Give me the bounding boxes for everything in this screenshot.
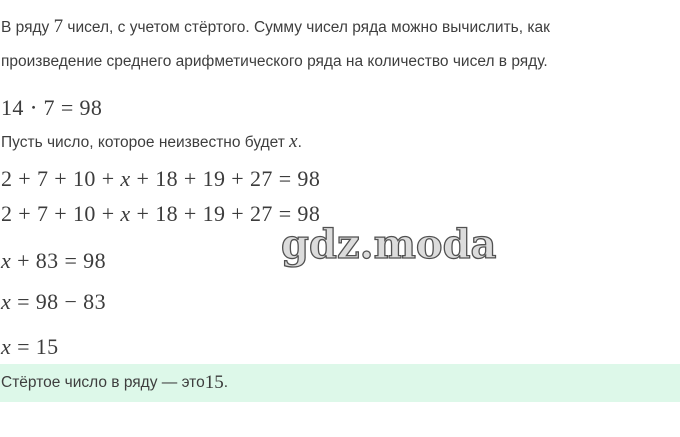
intro-text-pre: В ряду	[1, 19, 54, 36]
intro-line-2: произведение среднего арифметического ряда на количество чисел в ряду.	[1, 53, 548, 70]
equation-full-1: 2 + 7 + 10 + x + 18 + 19 + 27 = 98	[1, 166, 321, 191]
let-text-pre: Пусть число, которое неизвестно будет	[1, 134, 290, 151]
equation-sum: 14 ⋅ 7 = 98	[1, 95, 103, 120]
let-statement	[1, 131, 302, 154]
equation-full-2: 2 + 7 + 10 + x + 18 + 19 + 27 = 98	[1, 201, 321, 226]
intro-math-seven: 7	[53, 16, 64, 37]
answer-text-post: .	[223, 374, 229, 391]
gdz-moda-watermark: gdz.moda	[281, 221, 497, 268]
let-text-post: .	[297, 134, 302, 151]
equation-x-plus-83: x + 83 = 98	[1, 248, 106, 273]
equation-x-equals-98-minus-83: x = 98 − 83	[1, 289, 106, 314]
intro-line-1	[1, 16, 550, 39]
let-math-x: x	[289, 131, 298, 152]
equation-x-equals-15: x = 15	[1, 334, 59, 359]
answer-highlight	[0, 364, 680, 402]
answer-math-15: 15	[204, 372, 224, 393]
intro-text-post: чисел, с учетом стёртого. Сумму чисел ряда можно вычислить, как	[63, 19, 550, 36]
answer-text-pre: Стёртое число в ряду — это	[1, 374, 205, 391]
